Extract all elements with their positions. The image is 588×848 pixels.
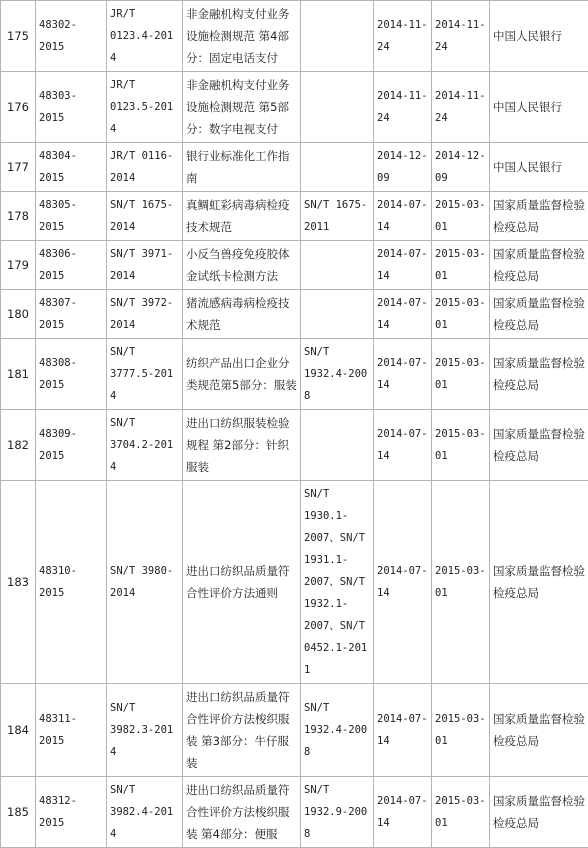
issue-date: 2014-07- 14 — [374, 410, 432, 481]
table-row — [1, 410, 588, 481]
effective-date: 2014-12- 09 — [432, 143, 490, 192]
record-number: 48309- 2015 — [36, 410, 107, 481]
standard-name: 纺织产品出口企业分类规范第5部分：服装 — [183, 339, 301, 410]
table-row — [1, 241, 588, 290]
standard-name: 非金融机构支付业务设施检测规范 第5部分：数字电视支付 — [183, 72, 301, 143]
standard-name: 真鲷虹彩病毒病检疫技术规范 — [183, 192, 301, 241]
standard-name: 进出口纺织服装检验规程 第2部分：针织服装 — [183, 410, 301, 481]
replaced-standard — [301, 410, 374, 481]
standard-name: 进出口纺织品质量符合性评价方法通则 — [183, 481, 301, 684]
issue-date: 2014-12- 09 — [374, 143, 432, 192]
row-index: 182 — [1, 410, 36, 481]
standard-name: 非金融机构支付业务设施检测规范 第4部分：固定电话支付 — [183, 1, 301, 72]
record-number: 48304- 2015 — [36, 143, 107, 192]
issue-date: 2014-11- 24 — [374, 1, 432, 72]
issue-date: 2014-07- 14 — [374, 481, 432, 684]
row-index: 179 — [1, 241, 36, 290]
effective-date: 2014-11- 24 — [432, 1, 490, 72]
issue-date: 2014-07- 14 — [374, 290, 432, 339]
row-index: 184 — [1, 684, 36, 777]
record-number: 48307- 2015 — [36, 290, 107, 339]
issue-date: 2014-07- 14 — [374, 192, 432, 241]
standard-name: 进出口纺织品质量符合性评价方法梭织服装 第3部分：牛仔服装 — [183, 684, 301, 777]
table-row — [1, 72, 588, 143]
issuing-organization: 国家质量监督检验检疫总局 — [490, 290, 588, 339]
record-number: 48305- 2015 — [36, 192, 107, 241]
row-index: 180 — [1, 290, 36, 339]
issue-date: 2014-11- 24 — [374, 72, 432, 143]
standard-code: SN/T 3982.3-2014 — [107, 684, 183, 777]
replaced-standard: SN/T 1675- 2011 — [301, 192, 374, 241]
standard-code: SN/T 3971- 2014 — [107, 241, 183, 290]
table-row — [1, 192, 588, 241]
replaced-standard — [301, 72, 374, 143]
table-row — [1, 143, 588, 192]
replaced-standard: SN/T 1930.1- 2007、SN/T 1931.1- 2007、SN/T 1932.1- 2007、SN/T 0452.1-2011 — [301, 481, 374, 684]
standard-name: 小反刍兽疫免疫胶体金试纸卡检测方法 — [183, 241, 301, 290]
standard-code: SN/T 3704.2-2014 — [107, 410, 183, 481]
standard-code: SN/T 3982.4-2014 — [107, 777, 183, 848]
row-index: 176 — [1, 72, 36, 143]
record-number: 48302- 2015 — [36, 1, 107, 72]
replaced-standard — [301, 241, 374, 290]
standard-name: 进出口纺织品质量符合性评价方法梭织服装 第4部分：便服 — [183, 777, 301, 848]
standard-name: 银行业标准化工作指南 — [183, 143, 301, 192]
row-index: 178 — [1, 192, 36, 241]
issuing-organization: 国家质量监督检验检疫总局 — [490, 241, 588, 290]
table-row — [1, 684, 588, 777]
table-row — [1, 339, 588, 410]
replaced-standard — [301, 143, 374, 192]
table-row — [1, 481, 588, 684]
row-index: 175 — [1, 1, 36, 72]
record-number: 48303- 2015 — [36, 72, 107, 143]
standard-code: SN/T 3972- 2014 — [107, 290, 183, 339]
record-number: 48311- 2015 — [36, 684, 107, 777]
effective-date: 2015-03- 01 — [432, 410, 490, 481]
record-number: 48308- 2015 — [36, 339, 107, 410]
row-index: 183 — [1, 481, 36, 684]
issue-date: 2014-07- 14 — [374, 241, 432, 290]
standard-name: 猪流感病毒病检疫技术规范 — [183, 290, 301, 339]
issue-date: 2014-07- 14 — [374, 339, 432, 410]
effective-date: 2015-03- 01 — [432, 339, 490, 410]
effective-date: 2015-03- 01 — [432, 684, 490, 777]
table-row — [1, 777, 588, 848]
replaced-standard: SN/T 1932.9-2008 — [301, 777, 374, 848]
effective-date: 2015-03- 01 — [432, 241, 490, 290]
issuing-organization: 中国人民银行 — [490, 143, 588, 192]
standard-code: SN/T 3980- 2014 — [107, 481, 183, 684]
issuing-organization: 中国人民银行 — [490, 72, 588, 143]
standard-code: JR/T 0123.4-2014 — [107, 1, 183, 72]
issuing-organization: 国家质量监督检验检疫总局 — [490, 339, 588, 410]
issuing-organization: 国家质量监督检验检疫总局 — [490, 192, 588, 241]
table-row — [1, 1, 588, 72]
row-index: 185 — [1, 777, 36, 848]
standard-code: JR/T 0116- 2014 — [107, 143, 183, 192]
table-body — [1, 1, 588, 848]
record-number: 48312- 2015 — [36, 777, 107, 848]
effective-date: 2014-11- 24 — [432, 72, 490, 143]
issuing-organization: 中国人民银行 — [490, 1, 588, 72]
effective-date: 2015-03- 01 — [432, 481, 490, 684]
standard-code: SN/T 3777.5-2014 — [107, 339, 183, 410]
issuing-organization: 国家质量监督检验检疫总局 — [490, 684, 588, 777]
issue-date: 2014-07- 14 — [374, 684, 432, 777]
replaced-standard — [301, 1, 374, 72]
row-index: 181 — [1, 339, 36, 410]
table-row — [1, 290, 588, 339]
issue-date: 2014-07- 14 — [374, 777, 432, 848]
replaced-standard — [301, 290, 374, 339]
replaced-standard: SN/T 1932.4-2008 — [301, 684, 374, 777]
standard-code: JR/T 0123.5-2014 — [107, 72, 183, 143]
issuing-organization: 国家质量监督检验检疫总局 — [490, 777, 588, 848]
record-number: 48306- 2015 — [36, 241, 107, 290]
standard-code: SN/T 1675- 2014 — [107, 192, 183, 241]
effective-date: 2015-03- 01 — [432, 777, 490, 848]
record-number: 48310- 2015 — [36, 481, 107, 684]
effective-date: 2015-03- 01 — [432, 290, 490, 339]
issuing-organization: 国家质量监督检验检疫总局 — [490, 481, 588, 684]
row-index: 177 — [1, 143, 36, 192]
replaced-standard: SN/T 1932.4-2008 — [301, 339, 374, 410]
effective-date: 2015-03- 01 — [432, 192, 490, 241]
issuing-organization: 国家质量监督检验检疫总局 — [490, 410, 588, 481]
